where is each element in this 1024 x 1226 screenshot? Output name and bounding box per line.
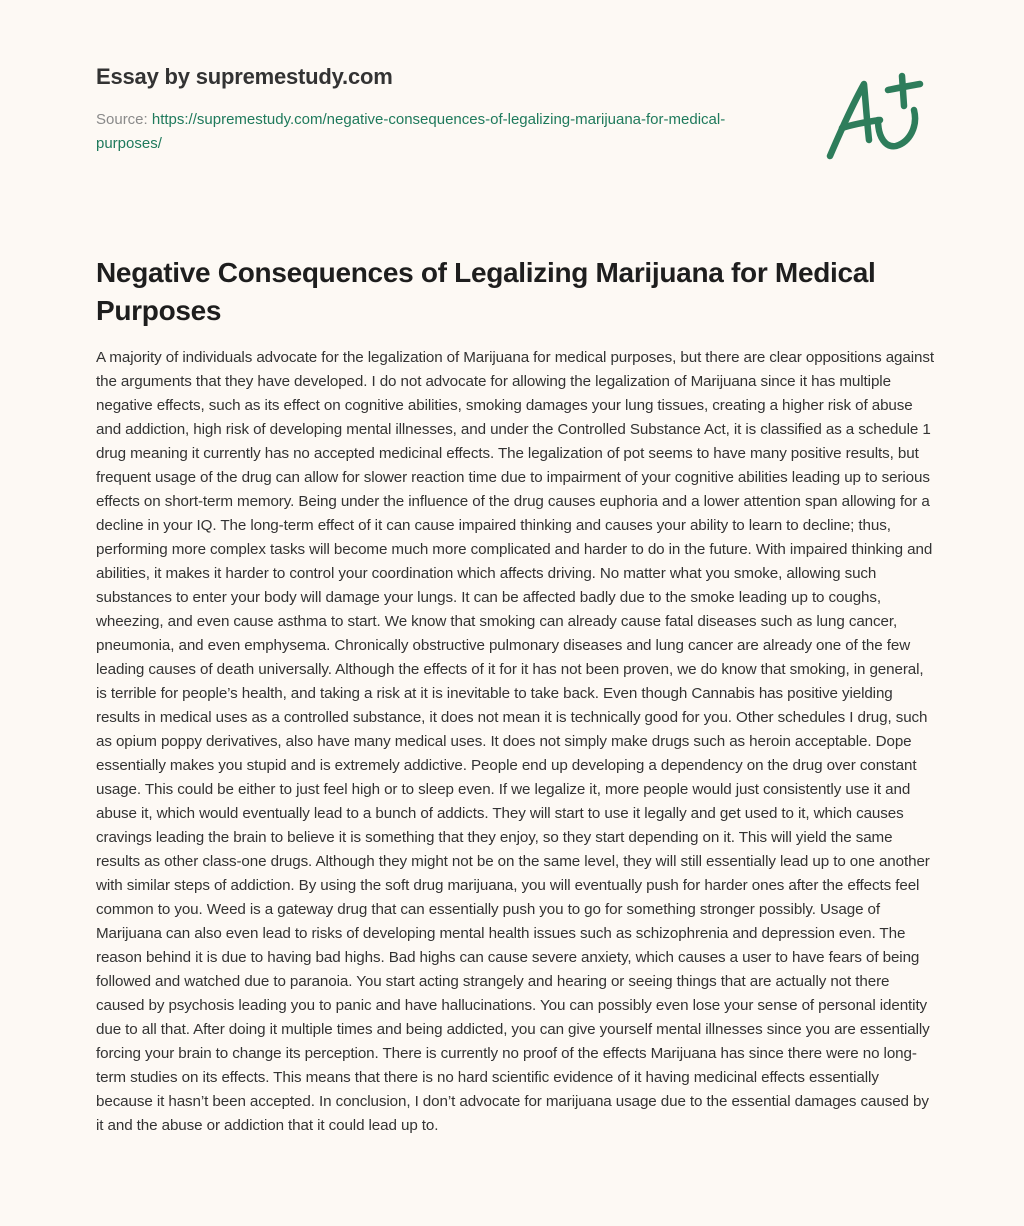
a-plus-grade-icon [820, 66, 932, 166]
essay [96, 254, 936, 1138]
source-link[interactable]: https://supremestudy.com/negative-consequences-of-legalizing-marijuana-for-medical-purposes/ [96, 111, 726, 152]
essay-body: A majority of individuals advocate for the legalization of Marijuana for medical purposes, but there are clear oppositions against the arguments that they have developed. I do not advocate for allowing the legalization of Marijuana since it has multiple negative effects, such as its effect on cognitive abilities, smoking damages your lung tissues, creating a higher risk of abuse and addiction, high risk of developing mental illnesses, and under the Controlled Substance Act, it is classified as a schedule 1 drug meaning it currently has no accepted medicinal effects. The legalization of pot seems to have many positive results, but frequent usage of the drug can allow for slower reaction time due to impairment of your cognitive abilities leading up to serious effects on short-term memory. Being under the influence of the drug causes euphoria and a lower attention span allowing for a decline in your IQ. The long-term effect of it can cause impaired thinking and causes your ability to learn to decline; thus, performing more complex tasks will become much more complicated and harder to do in the future. With impaired thinking and abilities, it makes it harder to control your coordination which affects driving. No matter what you smoke, allowing such substances to enter your body will damage your lungs. It can be affected badly due to the smoke leading up to coughs, wheezing, and even cause asthma to start. We know that smoking can already cause fatal diseases such as lung cancer, pneumonia, and even emphysema. Chronically obstructive pulmonary diseases and lung cancer are already one of the few leading causes of death universally. Although the effects of it for it has not been proven, we do know that smoking, in general, is terrible for people’s health, and taking a risk at it is inevitable to take back. Even though Cannabis has positive yielding results in medical uses as a controlled substance, it does not mean it is technically good for you. Other schedules I drug, such as opium poppy derivatives, also have many medical uses. It does not simply make drugs such as heroin acceptable. Dope essentially makes you stupid and is extremely addictive. People end up developing a dependency on the drug over constant usage. This could be either to just feel high or to sleep even. If we legalize it, more people would just consistently use it and abuse it, which would eventually lead to a bunch of addicts. They will start to use it legally and get used to it, which causes cravings leading the brain to believe it is something that they enjoy, so they start depending on it. This will yield the same results as other class-one drugs. Although they might not be on the same level, they will still essentially lead up to one another with similar steps of addiction. By using the soft drug marijuana, you will eventually push for harder ones after the effects feel common to you. Weed is a gateway drug that can essentially push you to go for something stronger possibly. Usage of Marijuana can also even lead to risks of developing mental health issues such as schizophrenia and depression even. The reason behind it is due to having bad highs. Bad highs can cause severe anxiety, which causes a user to have fears of being followed and watched due to paranoia. You start acting strangely and hearing or seeing things that are actually not there caused by psychosis leading you to panic and have hallucinations. You can possibly even lose your sense of personal identity due to all that. After doing it multiple times and being addicted, you can give yourself mental illnesses since you are essentially forcing your brain to change its perception. There is currently no proof of the effects Marijuana has since there were no long-term studies on its effects. This means that there is no hard scientific evidence of it having medicinal effects essentially because it hasn’t been accepted. In conclusion, I don’t advocate for marijuana usage due to the essential damages caused by it and the abuse or addiction that it could lead up to. [96, 349, 934, 1134]
page-header [96, 62, 736, 156]
source-line [96, 108, 736, 156]
essay-title: Negative Consequences of Legalizing Marijuana for Medical Purposes [96, 257, 876, 326]
source-label: Source: [96, 111, 152, 128]
site-title: Essay by supremestudy.com [96, 64, 393, 89]
